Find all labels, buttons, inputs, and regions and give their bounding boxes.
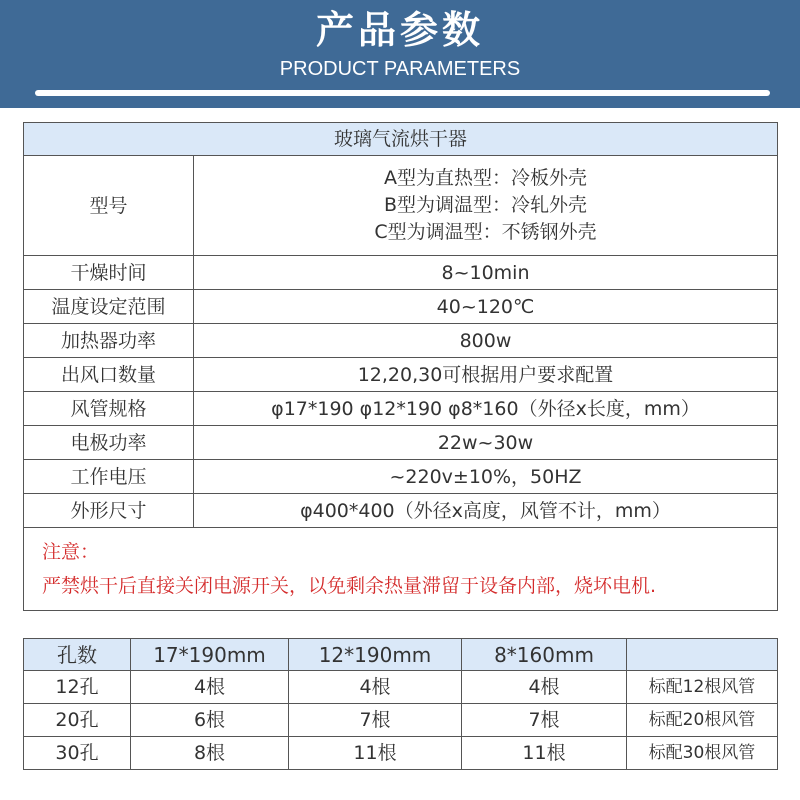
- hole-count-cell: 12孔: [24, 671, 131, 704]
- param-label-outlet-count: 出风口数量: [24, 358, 194, 392]
- hole-count-cell: 20孔: [24, 704, 131, 737]
- param-label-motor-power: 电极功率: [24, 426, 194, 460]
- param-value-motor-power: 22w~30w: [194, 426, 778, 460]
- param-value-outlet-count: 12,20,30可根据用户要求配置: [194, 358, 778, 392]
- param-label-pipe-spec: 风管规格: [24, 392, 194, 426]
- hole-count-cell: 30孔: [24, 737, 131, 770]
- header-hole-count: 孔数: [24, 639, 131, 671]
- model-line-a: A型为直热型：冷板外壳: [384, 167, 587, 189]
- page-title: 产品参数: [315, 8, 484, 52]
- header-12x190: 12*190mm: [289, 639, 462, 671]
- param-value-voltage: ~220v±10%，50HZ: [194, 460, 778, 494]
- page-subtitle: PRODUCT PARAMETERS: [279, 58, 521, 80]
- qty-12x190-cell: 7根: [289, 704, 462, 737]
- banner-divider: [35, 90, 770, 96]
- model-line-b: B型为调温型：冷轧外壳: [383, 194, 588, 216]
- param-value-heater-power: 800w: [194, 324, 778, 358]
- qty-8x160-cell: 11根: [462, 737, 627, 770]
- warning-text: 严禁烘干后直接关闭电源开关，以免剩余热量滞留于设备内部，烧坏电机.: [42, 575, 657, 597]
- param-label-drying-time: 干燥时间: [24, 256, 194, 290]
- remark-cell: 标配12根风管: [627, 671, 778, 704]
- param-value-model: [194, 156, 778, 256]
- header-remark: [627, 639, 778, 671]
- table-row: [24, 671, 778, 704]
- qty-8x160-cell: 7根: [462, 704, 627, 737]
- product-name: 玻璃气流烘干器: [24, 123, 778, 156]
- remark-cell: 标配30根风管: [627, 737, 778, 770]
- header-8x160: 8*160mm: [462, 639, 627, 671]
- qty-8x160-cell: 4根: [462, 671, 627, 704]
- param-label-voltage: 工作电压: [24, 460, 194, 494]
- param-label-model: 型号: [24, 156, 194, 256]
- qty-17x190-cell: 6根: [131, 704, 289, 737]
- param-value-dimensions: φ400*400（外径x高度，风管不计，mm）: [194, 494, 778, 528]
- qty-17x190-cell: 8根: [131, 737, 289, 770]
- param-value-drying-time: 8~10min: [194, 256, 778, 290]
- param-label-dimensions: 外形尺寸: [24, 494, 194, 528]
- warning-label: 注意：: [42, 541, 100, 563]
- pipe-config-table: [23, 638, 778, 770]
- warning-note: [24, 528, 778, 611]
- table-row: [24, 737, 778, 770]
- header-17x190: 17*190mm: [131, 639, 289, 671]
- model-line-c: C型为调温型：不锈钢外壳: [374, 221, 597, 243]
- qty-12x190-cell: 4根: [289, 671, 462, 704]
- remark-cell: 标配20根风管: [627, 704, 778, 737]
- param-label-temperature-range: 温度设定范围: [24, 290, 194, 324]
- qty-17x190-cell: 4根: [131, 671, 289, 704]
- table-header-row: [24, 639, 778, 671]
- param-label-heater-power: 加热器功率: [24, 324, 194, 358]
- parameters-table: [23, 122, 778, 611]
- qty-12x190-cell: 11根: [289, 737, 462, 770]
- param-value-temperature-range: 40~120℃: [194, 290, 778, 324]
- table-row: [24, 704, 778, 737]
- header-banner: [0, 0, 800, 108]
- param-value-pipe-spec: φ17*190 φ12*190 φ8*160（外径x长度，mm）: [194, 392, 778, 426]
